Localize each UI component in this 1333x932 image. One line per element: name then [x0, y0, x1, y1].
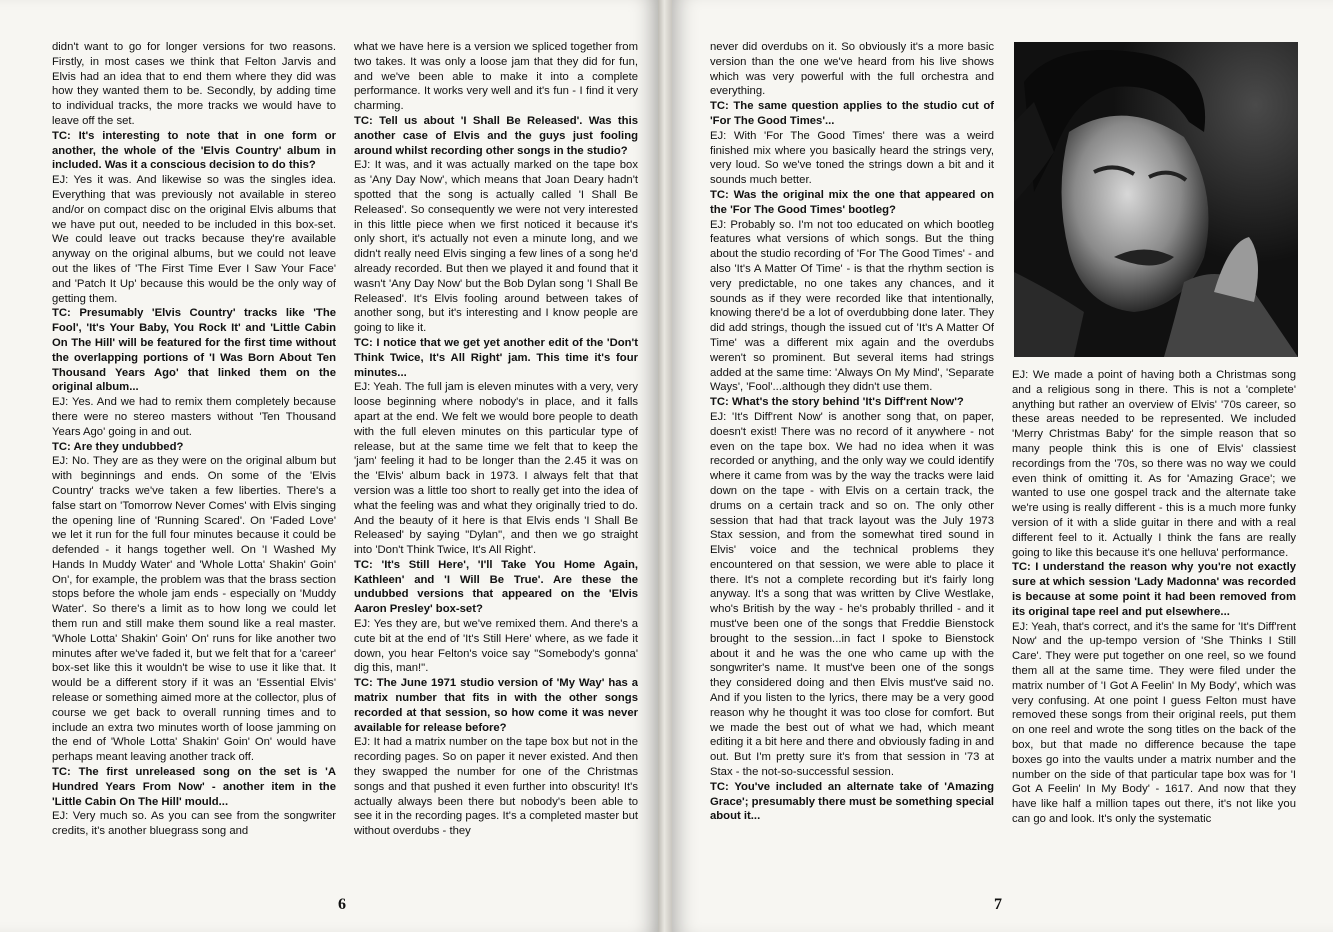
interview-question: TC: What's the story behind 'It's Diff'rent Now'? — [710, 396, 964, 409]
interview-question: TC: The June 1971 studio version of 'My Way' has a matrix number that fits in with the other songs recorded at that session, so how come it was never available for release before? — [354, 677, 638, 734]
elvis-photo — [1014, 42, 1298, 357]
page-number: 7 — [994, 896, 1002, 913]
interview-question: TC: Are they undubbed? — [52, 440, 184, 453]
right-page — [672, 0, 1333, 932]
interview-answer: never did overdubs on it. So obviously it's a more basic version than the one we've heard from his live shows which was very powerful with the full orchestra and everything. — [710, 41, 994, 98]
book-gutter — [658, 0, 672, 932]
text-column-1 — [52, 40, 336, 860]
interview-answer: what we have here is a version we spliced together from two takes. It was only a loose jam that they did for fun, and we've been able to make it into a complete performance. It works very well and it's fun - I find it very charming. — [354, 41, 638, 113]
interview-question: TC: You've included an alternate take of 'Amazing Grace'; presumably there must be something special about it... — [710, 780, 994, 823]
interview-answer: EJ: 'It's Diff'rent Now' is another song that, on paper, doesn't exist! There was no record of it anywhere - not even on the tape box. We had no idea when it was recorded or anything, and the only way we could identify where it came from was by the way the tracks were laid down on the tape - with Elvis on a certain track, the drums on a certain track and so on. The only other session that had that track layout was the July 1973 Stax session, and from the somewhat tired sound in Elvis' voice and the technical problems they encountered on that session, we were able to place it there. It's not a complete recording but it's fairly long anyway. It's a song that was written by Clive Westlake, who's British by the way - he's probably thrilled - and it must've been one of the songs that Freddie Bienstock brought to the session...in fact I spoke to Bienstock about it and he was the one who came up with the songwriter's name. It must've been one of the songs they considered doing and then Elvis must've said no. And if you listen to the lyrics, there may be a very good reason why he thought it was too close for comfort. But we made the best out of what we had, which meant editing it a bit here and there and obviously fading in and out. But I'm pretty sure it's from that session in '73 at Stax - the not-so-successful session. — [710, 410, 994, 779]
interview-answer: EJ: It had a matrix number on the tape box but not in the recording pages. So on paper it never existed. And then they swapped the number for one of the Christmas songs and that pushed it even further into obscurity! It's actually always been there but nobody's been able to see it in the recording pages. It's a completed master but without overdubs - they — [354, 736, 638, 838]
interview-answer: EJ: Yeah. The full jam is eleven minutes with a very, very loose beginning where nobody's in place, and it falls apart at the end. We felt we would bore people to death with the full eleven minutes on this particular type of release, but at the same time we felt that to keep the 'jam' feeling it had to be longer than the 2.45 it was on the 'Elvis' album back in 1973. I always felt that that version was a little too short to really get into the idea of what the feeling was and what they originally tried to do. And the beauty of it here is that Elvis ends 'I Shall Be Released' by saying "Dylan", and then we go straight into 'Don't Think Twice, It's All Right'. — [354, 381, 638, 557]
interview-question: TC: I understand the reason why you're not exactly sure at which session 'Lady Madonna' was recorded is because at some point it had been removed from its original tape reel and put elsewhere... — [1012, 561, 1296, 618]
text-column-4 — [1012, 368, 1296, 878]
interview-question: TC: Tell us about 'I Shall Be Released'. Was this another case of Elvis and the guys just fooling around whilst recording other songs in the studio? — [354, 114, 638, 157]
interview-question: TC: The same question applies to the studio cut of 'For The Good Times'... — [710, 100, 994, 127]
text-column-2 — [354, 40, 638, 885]
page-number: 6 — [338, 896, 346, 913]
text-column-3 — [710, 40, 994, 885]
left-page — [0, 0, 658, 932]
interview-question: TC: 'It's Still Here', 'I'll Take You Home Again, Kathleen' and 'I Will Be True'. Are these the undubbed versions that appeared on the 'Elvis Aaron Presley' box-set? — [354, 558, 638, 616]
interview-answer: EJ: No. They are as they were on the original album but with beginnings and ends. On some of the 'Elvis Country' tracks we've taken a few liberties. There's a false start on 'Tomorrow Never Comes' with Elvis singing the opening line of 'Running Scared'. On 'Faded Love' we let it run for the full four minutes because it could be defended - it hangs together well. On 'I Washed My Hands In Muddy Water' and 'Whole Lotta' Shakin' Goin' On', for example, the problem was that the brass section stops before the whole jam ends - especially on 'Muddy Water'. So there's a limit as to how long we could let them run and still make them sound like a real master. 'Whole Lotta' Shakin' Goin' On' runs for like another two minutes after we've faded it, but we felt that for a 'career' box-set like this it wouldn't be wise to use it like that. It would be a different story if it was an 'Essential Elvis' release or something aimed more at the collector, plus of course we get back to overall running times and to include an extra two minutes worth of loose jamming on the end of 'Whole Lotta' Shakin' Goin' On' would have perhaps meant leaving another track off. — [52, 455, 336, 764]
interview-answer: EJ: Yeah, that's correct, and it's the same for 'It's Diff'rent Now' and the up-tempo version of 'She Thinks I Still Care'. They were put together on one reel, so we found them all at the same time. They were filed under the matrix number of 'I Got A Feelin' In My Body', which was very confusing. At one point I guess Felton must have removed these songs from their original reels, put them on one reel and wrote the song titles on the back of the box, but that made no difference because the tape boxes go into the vaults under a matrix number and the number on the side of that particular tape box was for 'I Got A Feelin' In My Body' - 1617. And now that they have like half a million tapes out there, it's not like you can go and look. It's only the systematic — [1012, 620, 1296, 825]
interview-answer: EJ: We made a point of having both a Christmas song and a religious song in there. This is not a 'complete' anything but rather an overview of Elvis' '70s career, so these areas needed to be represented. We included 'Merry Christmas Baby' for the simple reason that so many people think this is one of Elvis' classiest recordings from the '70s, so there was no way we could even think of omitting it. As for 'Amazing Grace'; we wanted to use one gospel track and the alternate take we're using is really different - this is a much more funky version of it with a slide guitar in there and with a real different feel to it. Actually I think the fans are really going to like this because it's one helluva' performance. — [1012, 369, 1296, 559]
interview-answer: EJ: Yes. And we had to remix them completely because there were no stereo masters without 'Ten Thousand Years Ago' going in and out. — [52, 396, 336, 438]
interview-answer: EJ: It was, and it was actually marked on the tape box as 'Any Day Now', which means that Joan Deary hadn't spotted that the song is actually called 'I Shall Be Released'. So consequently we were not very interested in this little piece when we first noticed it because it's only short, it's actually not even a minute long, and we didn't really need Elvis singing a few lines of a song he'd already recorded. But then we played it and found that it wasn't 'Any Day Now' but the Bob Dylan song 'I Shall Be Released'. It's Elvis fooling around between takes of another song, but it's interesting and I know people are going to like it. — [354, 159, 638, 335]
interview-question: TC: I notice that we get yet another edit of the 'Don't Think Twice, It's All Right' jam. This time it's four minutes... — [354, 336, 638, 379]
interview-answer: EJ: Yes it was. And likewise so was the singles idea. Everything that was previously not available in stereo and/or on compact disc on the original Elvis albums that we have put out, needed to be included in this box-set. We could leave out tracks because they're available anyway on the original albums, but we could not leave out the likes of 'The First Time Ever I Saw Your Face' and 'Patch It Up' because this would be the only way of getting them. — [52, 174, 336, 305]
interview-question: TC: It's interesting to note that in one form or another, the whole of the 'Elvis Country' album in included. Was it a conscious decision to do this? — [52, 129, 336, 172]
interview-answer: EJ: Yes they are, but we've remixed them. And there's a cute bit at the end of 'It's Still Here' where, as we fade it down, you hear Felton's voice say "Somebody's gonna' dig this, man!". — [354, 618, 638, 675]
interview-answer: EJ: Probably so. I'm not too educated on which bootleg features what versions of which songs. But the thing about the studio recording of 'For The Good Times' - and also 'It's A Matter Of Time' - is that the rhythm section is very predictable, no one takes any chances, and it sounds as if they were recorded like that intentionally, knowing there'd be a lot of overdubbing done later. They did add strings, though the issued cut of 'It's A Matter Of Time' was a different mix again and the overdubs weren't so prominent. But several items had strings added at the same time: 'Always On My Mind', 'Separate Ways', 'Fool'...although they didn't use them. — [710, 218, 994, 394]
interview-question: TC: Presumably 'Elvis Country' tracks like 'The Fool', 'It's Your Baby, You Rock It' and 'Little Cabin On The Hill' will be featured for the first time without the overlapping portions of 'I Was Born About Ten Thousand Years Ago' that linked them on the original album... — [52, 307, 336, 394]
interview-answer: didn't want to go for longer versions for two reasons. Firstly, in most cases we think that Felton Jarvis and Elvis had an idea that to end them where they did was how they wanted them to be. Secondly, by adding time to individual tracks, the more tracks we would have to leave off the set. — [52, 41, 336, 127]
interview-answer: EJ: With 'For The Good Times' there was a weird finished mix where you basically heard the strings very, very loud. So we've toned the strings down a bit and it sounds much better. — [710, 129, 994, 187]
interview-question: TC: The first unreleased song on the set is 'A Hundred Years From Now' - another item in the 'Little Cabin On The Hill' mould... — [52, 766, 336, 808]
singer-portrait-image — [1014, 42, 1298, 357]
interview-answer: EJ: Very much so. As you can see from the songwriter credits, it's another bluegrass song and — [52, 810, 336, 838]
interview-question: TC: Was the original mix the one that appeared on the 'For The Good Times' bootleg? — [710, 188, 994, 216]
